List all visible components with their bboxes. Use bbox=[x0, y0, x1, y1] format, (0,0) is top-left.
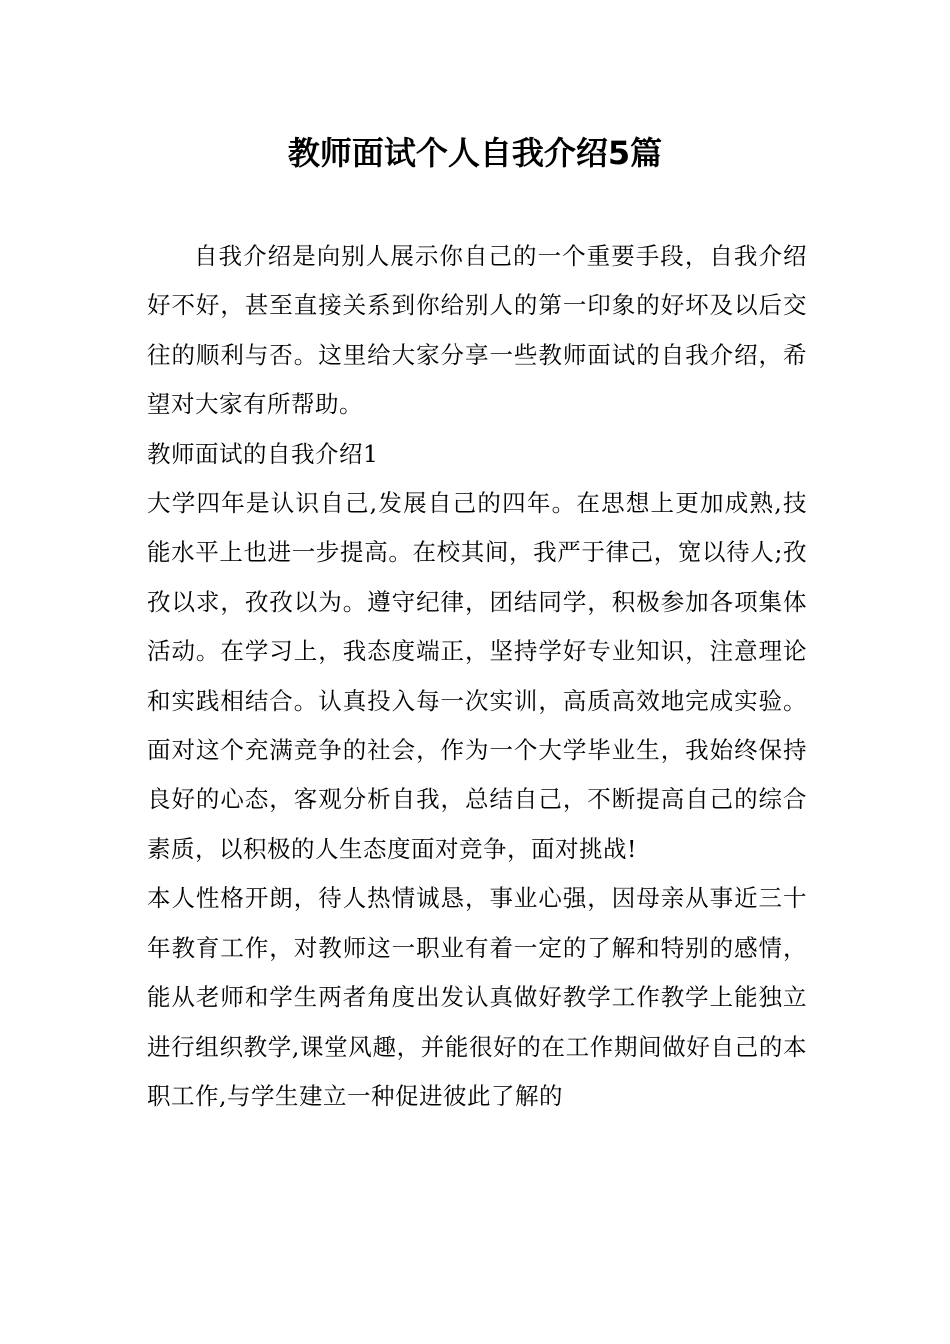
section-heading: 教师面试的自我介绍1 bbox=[147, 439, 379, 468]
intro-paragraph: 自我介绍是向别人展示你自己的一个重要手段，自我介绍好不好，甚至直接关系到你给别人的第一印象的好坏及以后交往的顺利与否。这里给大家分享一些教师面试的自我介绍，希望对大家有所帮助。 bbox=[147, 242, 807, 419]
document-body bbox=[147, 232, 807, 1121]
body-paragraph: 本人性格开朗，待人热情诚恳，事业心强，因母亲从事近三十年教育工作，对教师这一职业有着一定的了解和特别的感情，能从老师和学生两者角度出发认真做好教学工作教学上能独立进行组织教学,课堂风趣，并能很好的在工作期间做好自己的本职工作,与学生建立一种促进彼此了解的 bbox=[147, 884, 807, 1110]
body-paragraph: 大学四年是认识自己,发展自己的四年。在思想上更加成熟,技能水平上也进一步提高。在校其间，我严于律己，宽以待人;孜孜以求，孜孜以为。遵守纪律，团结同学，积极参加各项集体活动。在学习上，我态度端正，坚持学好专业知识，注意理论和实践相结合。认真投入每一次实训，高质高效地完成实验。面对这个充满竞争的社会，作为一个大学毕业生，我始终保持良好的心态，客观分析自我，总结自己，不断提高自己的综合素质，以积极的人生态度面对竞争，面对挑战! bbox=[147, 489, 807, 863]
document-title: 教师面试个人自我介绍5篇 bbox=[287, 134, 663, 172]
